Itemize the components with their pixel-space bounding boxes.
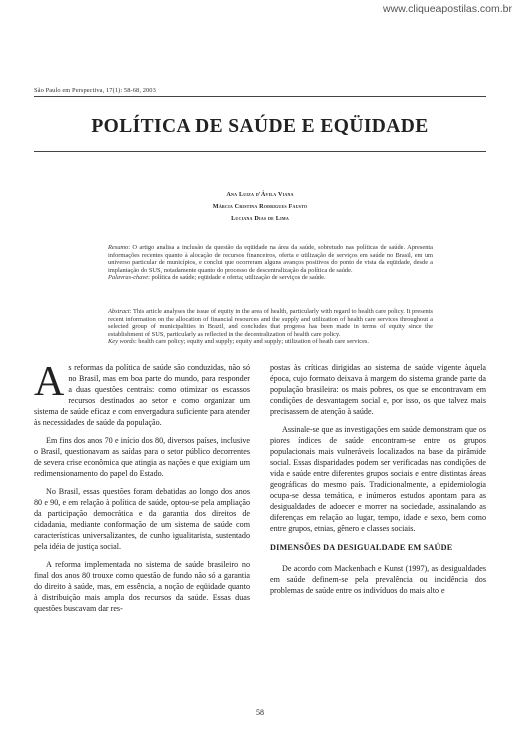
keywords-en-label: Key words: [108, 338, 135, 345]
body-column-right: [270, 362, 486, 603]
title-rule: [34, 151, 486, 152]
keywords-en-text: : health care policy; equity and supply; equity and supply; utilization of heath care services.: [134, 338, 370, 345]
body-column-left: [34, 359, 250, 621]
keywords-pt-label: Palavras-chave: [108, 274, 149, 281]
watermark-url[interactable]: www.cliqueapostilas.com.br: [383, 3, 512, 15]
body-paragraph: No Brasil, essas questões foram debatidas ao longo dos anos 80 e 90, e em relação à política de saúde, optou-se pela ampliação da participação democrática e da garantia dos direitos de cidadania, mediante conformação de um sistema de saúde com características universalizantes, de cunho igualitarista, sustentado pela idéia de justiça social.: [34, 487, 250, 551]
author-name: Luciana Dias de Lima: [231, 215, 289, 222]
paragraph-text: s reformas da política de saúde são conduzidas, não só no Brasil, mas em boa parte do mundo, para responder a duas questões centrais: como otimizar os escassos recursos destinados ao setor e como organizar um sistema de saúde eficaz e com envergadura suficiente para atender às necessidades de saúde da população.: [34, 363, 250, 427]
keywords-pt: [108, 274, 433, 282]
author-list: [34, 189, 486, 225]
abstract-pt-body: [108, 244, 433, 274]
abstract-en-body: [108, 308, 433, 338]
drop-cap: A: [34, 359, 65, 405]
page-number: 58: [256, 708, 264, 717]
article-title: POLÍTICA DE SAÚDE E EQÜIDADE: [91, 116, 429, 138]
body-paragraph: A reforma implementada no sistema de saúde brasileiro no final dos anos 80 trouxe como questão de fundo não só a garantia do direito à saúde, mas, em essência, a noção de eqüidade quanto à distribuição mais ampla dos recursos da saúde. Essas duas questões buscavam dar res-: [34, 560, 250, 613]
section-heading: DIMENSÕES DA DESIGUALDADE EM SAÚDE: [270, 543, 453, 552]
abstract-english: [108, 308, 433, 346]
keywords-en: [108, 338, 433, 346]
journal-citation: São Paulo em Perspectiva, 17(1): 58-68, 2003: [34, 87, 156, 94]
body-paragraph: postas às críticas dirigidas ao sistema de saúde vigente àquela época, cujo formato deixava à margem do sistema grande parte da população brasileira: os mais pobres, os que se encontravam em condições de desvantagem social e, por isso, os que talvez mais precisassem de atenção à saúde.: [270, 363, 486, 416]
abstract-pt-text: : O artigo analisa a inclusão da questão da eqüidade na área da saúde, sobretudo nas políticas de saúde. Apresenta informações recentes quanto à alocação de recursos financeiros, oferta e utilização de serviços em saúde no Brasil, em um universo particular de municípios, e conclui que ocorreram alguns avanços positivos do ponto de vista da eqüidade, desde a implantação do SUS, notadamente quanto do processo de descentralização da política de saúde.: [108, 244, 433, 274]
body-paragraph: De acordo com Mackenbach e Kunst (1997), as desigualdades em saúde definem-se pela prevalência ou incidência dos problemas de saúde entre os indivíduos do mais alto e: [270, 564, 486, 595]
author-name: Márcia Cristina Rodrigues Fausto: [212, 203, 308, 210]
body-paragraph: Em fins dos anos 70 e início dos 80, diversos países, inclusive o Brasil, questionavam as saídas para o setor público decorrentes de severa crise econômica que atingia as nações e que exigiam um redimensionamento do papel do Estado.: [34, 436, 250, 478]
abstract-en-label: Abstract: [108, 308, 130, 315]
abstract-pt-label: Resumo: [108, 244, 129, 251]
author-name: Ana Luiza d'Ávila Viana: [226, 191, 294, 198]
body-paragraph: [34, 359, 250, 428]
abstract-portuguese: [108, 244, 433, 282]
header-rule: [34, 96, 486, 97]
abstract-en-text: : This article analyses the issue of equity in the area of health, particularly with regard to health care policy. It presents recent information on the allocation of financial resources and the supply and utilization of health care services throughout a selected group of municipalities in Brazil, and concludes that progress has been made in terms of equity since the establishment of SUS, particularly as reflected in the decentralization of health care policy.: [108, 308, 433, 338]
keywords-pt-text: : política de saúde; eqüidade e oferta; utilização de serviços de saúde.: [148, 274, 326, 281]
body-paragraph: Assinale-se que as investigações em saúde demonstram que os piores índices de saúde encontram-se entre os grupos populacionais mais vulneráveis localizados na base da pirâmide social. Essas disparidades podem ser verificadas nas condições de vida e saúde entre diferentes grupos sociais e entre distintas áreas geográficas do mesmo país. Tradicionalmente, a epidemiologia ocupa-se dessa temática, e inúmeros estudos apontam para as desigualdades de adoecer e morrer na sociedade, assinalando as diferenças em relação ao lugar, tempo, idade e sexo, bem como entre grupos, etnias, gênero e classes sociais.: [270, 425, 486, 533]
